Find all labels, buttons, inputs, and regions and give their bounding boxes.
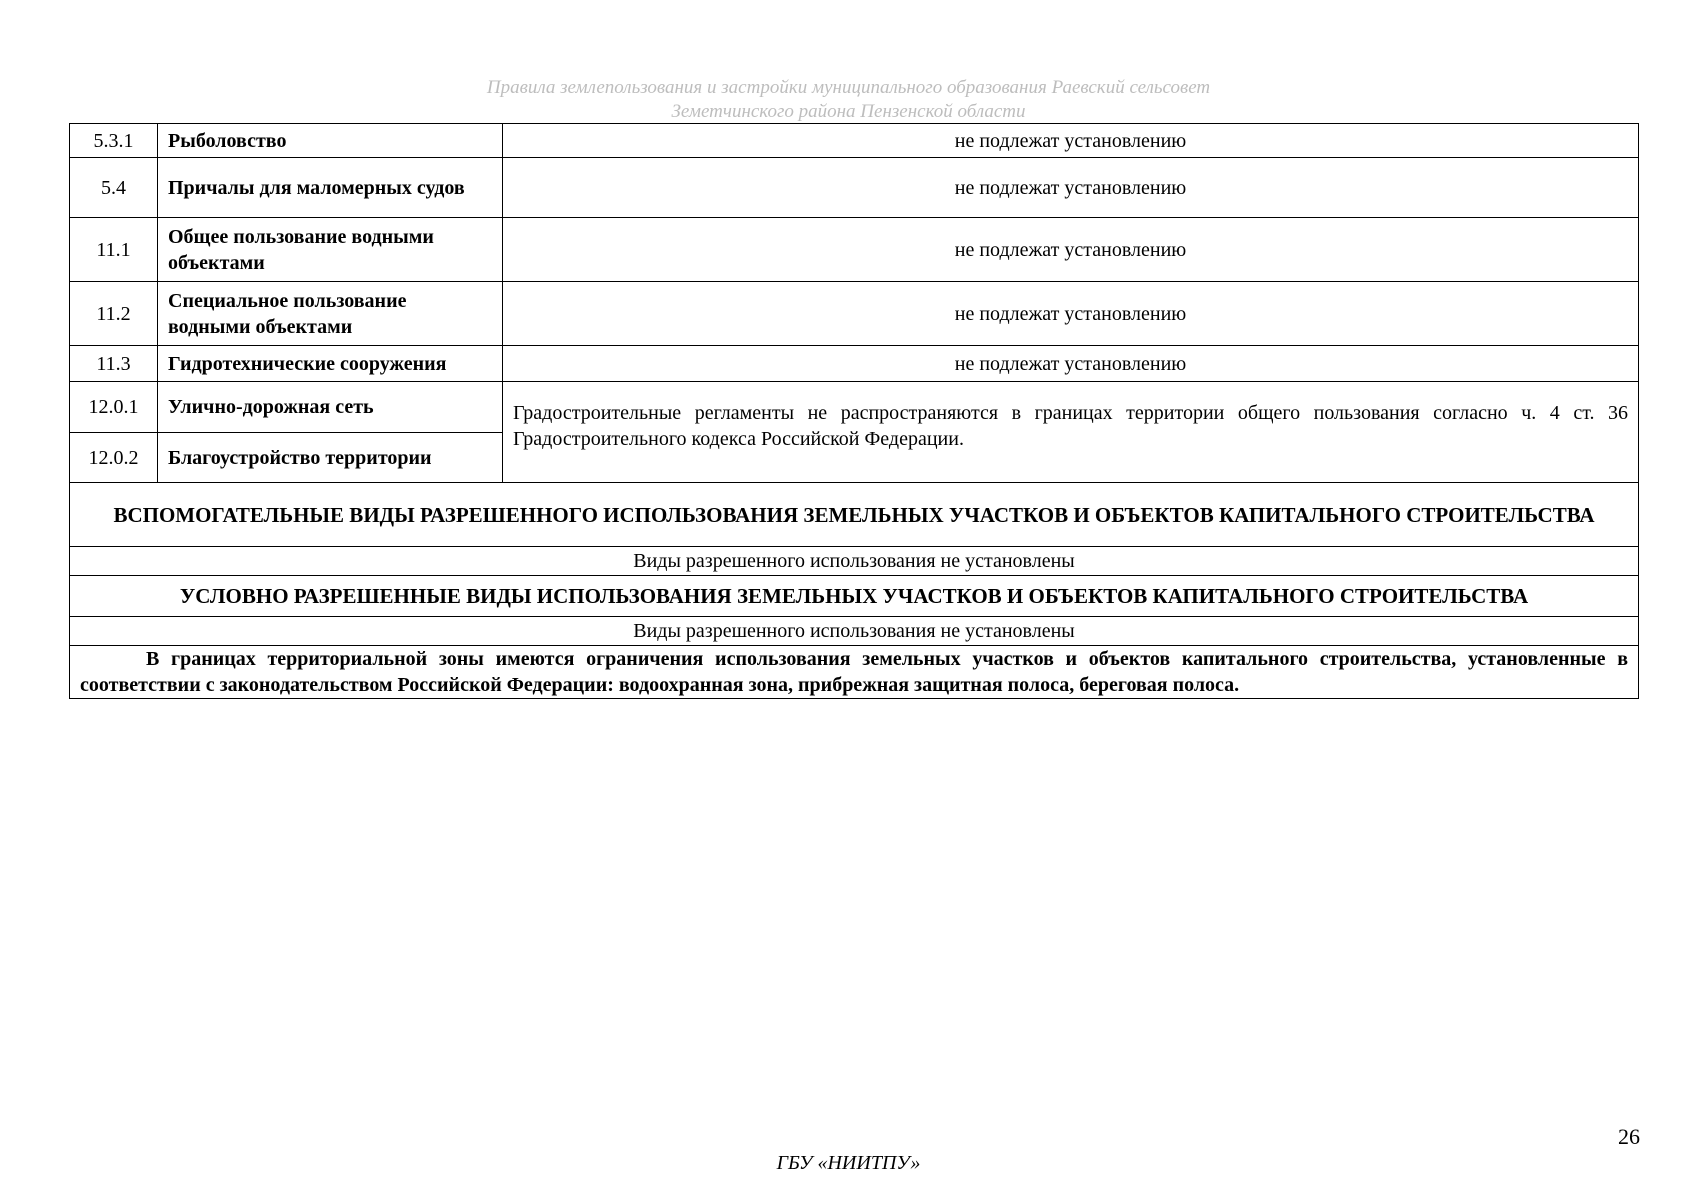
auxiliary-section-title: ВСПОМОГАТЕЛЬНЫЕ ВИДЫ РАЗРЕШЕННОГО ИСПОЛЬЗОВАНИЯ ЗЕМЕЛЬНЫХ УЧАСТКОВ И ОБЪЕКТОВ КАПИТАЛЬНОГО СТРОИТЕЛЬСТВА bbox=[70, 483, 1639, 547]
table-row bbox=[70, 346, 1639, 382]
table-row bbox=[70, 218, 1639, 282]
document-header bbox=[0, 76, 1697, 124]
section-row bbox=[70, 483, 1639, 547]
row-code: 12.0.2 bbox=[70, 433, 158, 483]
row-code: 11.2 bbox=[70, 282, 158, 346]
conditional-section-title: УСЛОВНО РАЗРЕШЕННЫЕ ВИДЫ ИСПОЛЬЗОВАНИЯ ЗЕМЕЛЬНЫХ УЧАСТКОВ И ОБЪЕКТОВ КАПИТАЛЬНОГО СТРОИТЕЛЬСТВА bbox=[70, 576, 1639, 617]
table-row bbox=[70, 124, 1639, 158]
row-name: Причалы для маломерных судов bbox=[158, 158, 503, 218]
table-row bbox=[70, 382, 1639, 433]
row-name: Специальное пользование водными объектами bbox=[158, 282, 503, 346]
note-row bbox=[70, 646, 1639, 699]
section-row bbox=[70, 547, 1639, 576]
header-line-2: Земетчинского района Пензенской области bbox=[671, 101, 1026, 122]
header-line-1: Правила землепользования и застройки муниципального образования Раевский сельсовет bbox=[486, 77, 1211, 98]
document-footer: ГБУ «НИИТПУ» bbox=[776, 1152, 921, 1174]
row-code: 11.1 bbox=[70, 218, 158, 282]
row-name: Гидротехнические сооружения bbox=[158, 346, 503, 382]
table-row bbox=[70, 158, 1639, 218]
table-row bbox=[70, 282, 1639, 346]
row-name: Общее пользование водными объектами bbox=[158, 218, 503, 282]
row-value: не подлежат установлению bbox=[503, 282, 1639, 346]
row-name: Улично-дорожная сеть bbox=[158, 382, 503, 433]
conditional-section-text: Виды разрешенного использования не установлены bbox=[70, 617, 1639, 646]
auxiliary-section-text: Виды разрешенного использования не установлены bbox=[70, 547, 1639, 576]
row-value: не подлежат установлению bbox=[503, 124, 1639, 158]
restrictions-note: В границах территориальной зоны имеются ограничения использования земельных участков и объектов капитального строительства, установленные в соответствии с законодательством Российской Федерации: водоохранная зона, прибрежная защитная полоса, береговая полоса. bbox=[70, 646, 1639, 699]
row-name: Рыболовство bbox=[158, 124, 503, 158]
row-code: 11.3 bbox=[70, 346, 158, 382]
row-code: 5.3.1 bbox=[70, 124, 158, 158]
section-row bbox=[70, 617, 1639, 646]
row-code: 12.0.1 bbox=[70, 382, 158, 433]
section-row bbox=[70, 576, 1639, 617]
row-code: 5.4 bbox=[70, 158, 158, 218]
row-name: Благоустройство территории bbox=[158, 433, 503, 483]
regulations-table bbox=[69, 123, 1639, 699]
page-number: 26 bbox=[1618, 1124, 1640, 1149]
row-value: не подлежат установлению bbox=[503, 218, 1639, 282]
row-value: не подлежат установлению bbox=[503, 158, 1639, 218]
row-value: не подлежат установлению bbox=[503, 346, 1639, 382]
merged-regulation-note bbox=[503, 382, 1639, 483]
merged-regulation-text: Градостроительные регламенты не распространяются в границах территории общего пользования согласно ч. 4 ст. 36 Градостроительного кодекса Российской Федерации. bbox=[513, 402, 1628, 450]
